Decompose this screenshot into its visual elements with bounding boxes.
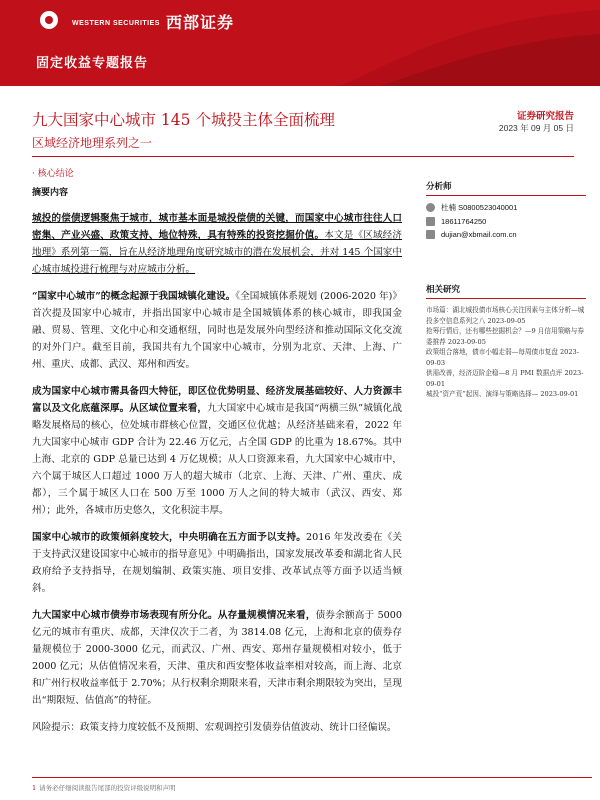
paragraph-lead: 成为国家中心城市需具备四大特征，即区位优势明显、经济发展基础较好、人力资源丰富以及文化底蕴深厚。从区域位置来看， [32,386,402,414]
related-label: 相关研究 [426,285,461,295]
paragraph-lead: 国家中心城市的政策倾斜度较大，中央明确在五方面予以支持。 [32,532,307,543]
paragraph-body: 本文是《区域经济地理》系列第一篇，旨在从经济地理角度研究城市的潜在发展机会，并对 145 个国家中心城市城投进行梳理与对应城市分析。 [32,230,403,275]
related-item[interactable]: 城投“资产荒”起因、演绎与策略选择— 2023-09-01 [426,390,579,398]
summary-paragraph [32,210,402,278]
paragraph-lead: “国家中心城市”的概念起源于我国城镇化建设。 [32,291,236,302]
paragraph-lead: 九大国家中心城市债券市场表现有所分化。从存量规模情况来看， [32,610,316,621]
summary-column [32,185,402,746]
related-item[interactable]: 供需改善，经济迈阶企稳—8 月 PMI 数据点评 2023-09-01 [426,369,584,388]
analyst-name-row [426,202,586,213]
analyst-email[interactable]: dujian@xbmail.com.cn [441,230,517,239]
title-divider [32,156,574,157]
logo-chinese-text: 西部证券 [165,13,234,32]
related-item[interactable]: 政策组合落地，债市小幅走弱—每周债市复盘 2023-09-03 [426,348,579,367]
analyst-label: 分析师 [426,182,452,192]
risk-warning [32,719,402,736]
analyst-email-row [426,230,586,239]
footer-divider [32,777,592,778]
report-main-title: 九大国家中心城市 145 个城投主体全面梳理 [32,111,335,129]
analyst-divider [426,195,586,196]
summary-paragraph [32,288,402,373]
paragraph-body: 《全国城镇体系规划 (2006-2020 年)》首次提及国家中心城市，并指出国家中心城市是全国城镇体系的核心城市，即我国金融、贸易、管理、文化中心和交通枢纽，同时也是发展外向型经济和推动国际文化交流的对外门户。截至目前，我国共有九个国家中心城市，分别为北京、天津、上海、广州、重庆、成都、武汉、郑州和西安。 [32,291,402,370]
sidebar-column [426,180,586,400]
paragraph-body: 风险提示：政策支持力度较低不及预期、宏观调控引发债券估值波动、统计口径偏误。 [32,722,397,733]
header-wave-decoration [340,0,600,86]
person-icon [426,203,435,212]
analyst-name: 杜楠 S0800523040001 [441,203,518,212]
page-number: 1 [32,784,37,792]
core-conclusion-tag: · 核心结论 [32,169,74,179]
logo-mark-icon [32,11,66,33]
company-logo [32,10,234,33]
report-category-title: 固定收益专题报告 [36,56,149,71]
page-footer [32,783,176,792]
report-sub-title: 区域经济地理系列之一 [32,136,153,150]
related-item[interactable]: 抢筹行情后，还有哪些挖掘机会？—9 月信用策略与券委推荐 2023-09-05 [426,327,584,346]
paragraph-lead: 城投的偿债逻辑聚焦于城市，城市基本面是城投偿债的关键，而国家中心城市往往人口密集、产业兴盛、政策支持、地位特殊，具有特殊的投资挖掘价值。 [32,213,402,241]
paragraph-body: 九大国家中心城市是我国“两横三纵”城镇化战略发展格局的核心，位处城市群核心位置，交通区位优越；从经济基础来看，2022 年九大国家中心城市 GDP 合计为 22.46 万亿元，占全国 GDP 的比重为 18.67%。其中上海、北京的 GDP 总量已达到 4 万亿规模；从人口资源来看，九大国家中心城市中，六个属于城区人口超过 1000 万人的超大城市（北京、上海、天津、广州、重庆、成都），三个属于城区人口在 500 万至 1000 万人之间的特大城市（武汉、西安、郑州）；此外，各城市历史悠久，文化积淀丰厚。 [32,403,403,516]
email-icon [426,230,435,239]
paragraph-body: 债券余额高于 5000 亿元的城市有重庆、成都，天津仅次于二者，为 3814.08 亿元，上海和北京的债券存量规模位于 2000-3000 亿元，而武汉、广州、西安、郑州存量规模相对较小，低于 2000 亿元；从估值情况来看，天津、重庆和西安整体收益率相对较高，而上海、北京和广州行权收益率低于 2.70%；从行权剩余期限来看，天津市剩余期限较为突出，呈现出“期限短、估值高”的特征。 [32,610,402,706]
logo-english-text: WESTERN SECURITIES [72,20,160,27]
summary-paragraph [32,607,402,709]
analyst-phone-row [426,217,586,226]
phone-icon [426,217,435,226]
analyst-phone: 18611764250 [441,217,487,226]
report-date: 2023 年 09 月 05 日 [498,123,574,133]
summary-paragraph [32,529,402,597]
related-item[interactable]: 市场篇：湖北城投债市场核心关注因素与主体分析—城投多空信息系列之八 2023-09-05 [426,306,585,325]
report-header [0,0,600,86]
paragraph-body: 2016 年发改委在《关于支持武汉建设国家中心城市的指导意见》中明确指出，国家发展改革委和湖北省人民政府给予支持指导，在规划编制、政策实施、项目安排、改革试点等方面予以适当倾斜。 [32,532,403,594]
summary-paragraph [32,383,402,519]
footer-notice: 请务必仔细阅读报告尾部的投资评级说明和声明 [39,784,176,792]
summary-heading: 摘要内容 [32,188,69,198]
related-research [426,283,586,400]
report-type-label: 证券研究报告 [516,111,574,122]
related-divider [426,298,586,299]
